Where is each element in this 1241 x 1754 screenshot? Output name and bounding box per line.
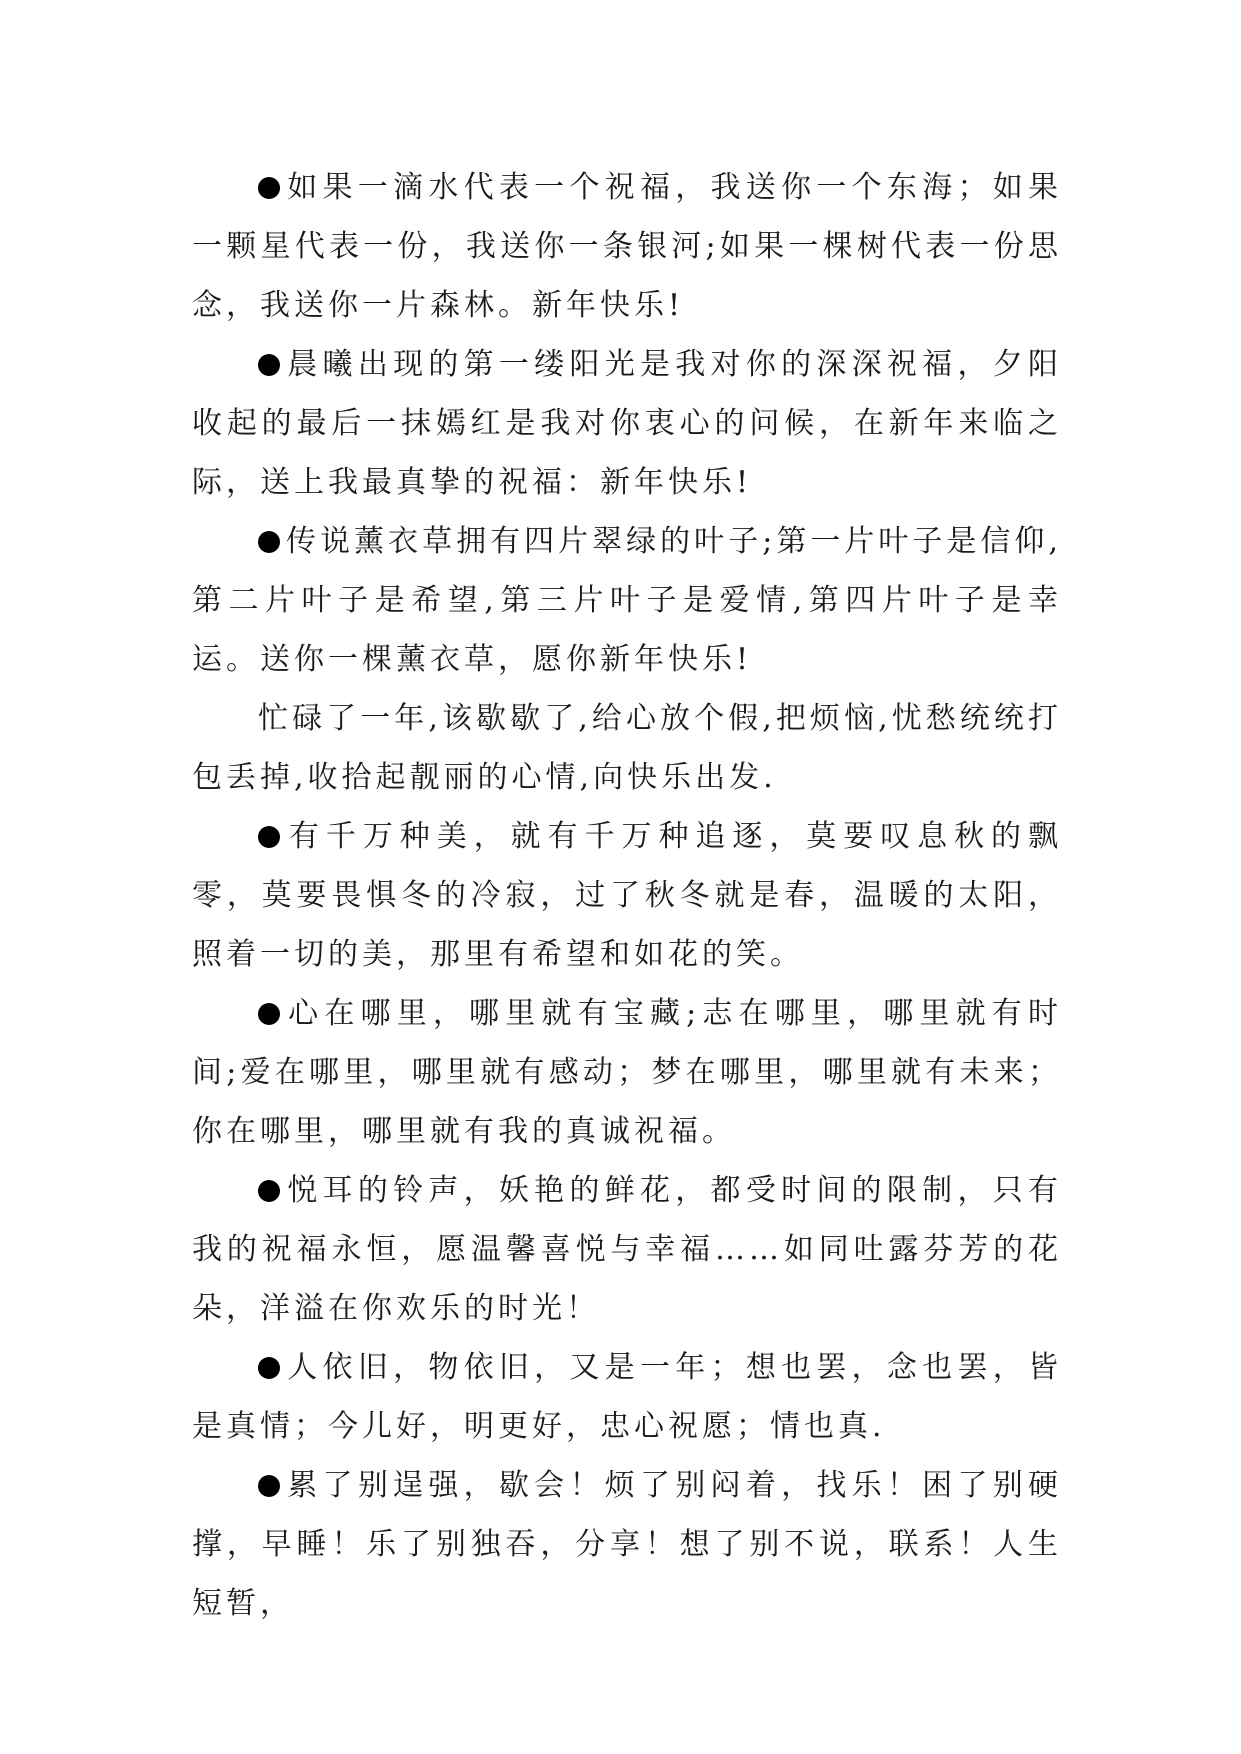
paragraph-text: 悦耳的铃声，妖艳的鲜花，都受时间的限制，只有我的祝福永恒，愿温馨喜悦与幸福……如同吐露芬芳的花朵，洋溢在你欢乐的时光！ <box>192 1173 1062 1326</box>
paragraph-text: 累了别逞强，歇会！烦了别闷着，找乐！困了别硬撑，早睡！乐了别独吞，分享！想了别不说，联系！人生短暂， <box>192 1468 1062 1621</box>
paragraph-text: 晨曦出现的第一缕阳光是我对你的深深祝福，夕阳收起的最后一抹嫣红是我对你衷心的问候，在新年来临之际，送上我最真挚的祝福：新年快乐! <box>192 347 1062 500</box>
paragraph-text: 传说薰衣草拥有四片翠绿的叶子;第一片叶子是信仰,第二片叶子是希望,第三片叶子是爱情,第四片叶子是幸运。送你一棵薰衣草，愿你新年快乐! <box>192 524 1062 677</box>
paragraph-5 <box>192 807 1062 984</box>
paragraph-1 <box>192 158 1062 335</box>
paragraph-text: 有千万种美，就有千万种追逐，莫要叹息秋的飘零，莫要畏惧冬的冷寂，过了秋冬就是春，温暖的太阳，照着一切的美，那里有希望和如花的笑。 <box>192 819 1062 972</box>
bullet-icon <box>258 1357 280 1379</box>
paragraph-text: 忙碌了一年,该歇歇了,给心放个假,把烦恼,忧愁统统打包丢掉,收拾起靓丽的心情,向快乐出发. <box>192 701 1062 795</box>
bullet-icon <box>258 531 280 553</box>
bullet-icon <box>258 354 280 376</box>
paragraph-text: 心在哪里，哪里就有宝藏;志在哪里，哪里就有时间;爱在哪里，哪里就有感动；梦在哪里，哪里就有未来；你在哪里，哪里就有我的真诚祝福。 <box>192 996 1062 1149</box>
bullet-icon <box>258 1180 280 1202</box>
bullet-icon <box>258 826 280 848</box>
paragraph-6 <box>192 984 1062 1161</box>
bullet-icon <box>258 1475 280 1497</box>
bullet-icon <box>258 1003 280 1025</box>
paragraph-8 <box>192 1338 1062 1456</box>
paragraph-3 <box>192 512 1062 689</box>
paragraph-text: 如果一滴水代表一个祝福，我送你一个东海；如果一颗星代表一份，我送你一条银河;如果一棵树代表一份思念，我送你一片森林。新年快乐! <box>192 170 1062 323</box>
bullet-icon <box>258 177 280 199</box>
paragraph-9 <box>192 1456 1062 1633</box>
paragraph-4 <box>192 689 1062 807</box>
paragraph-2 <box>192 335 1062 512</box>
paragraph-text: 人依旧，物依旧，又是一年；想也罢，念也罢，皆是真情；今儿好，明更好，忠心祝愿；情也真. <box>192 1350 1062 1444</box>
paragraph-7 <box>192 1161 1062 1338</box>
document-body <box>192 158 1062 1633</box>
